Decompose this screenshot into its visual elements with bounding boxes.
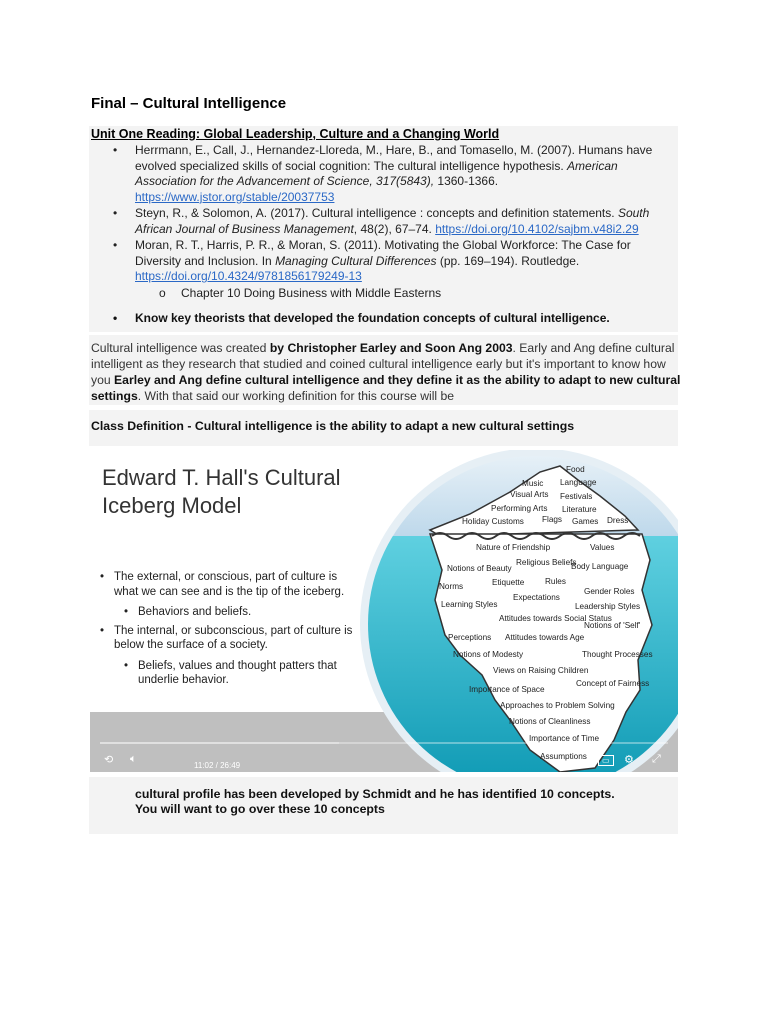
bullet-icon: • [113,311,118,325]
unit-heading: Unit One Reading: Global Leadership, Culture and a Changing World [91,127,500,141]
volume-icon[interactable]: 🔈︎ [130,753,137,765]
iceberg-label-visible: Holiday Customs [462,517,524,526]
iceberg-label-hidden: Body Language [571,562,629,571]
sub-list-item [91,286,676,302]
iceberg-label-hidden: Gender Roles [584,587,635,596]
iceberg-label-hidden: Importance of Time [529,734,600,743]
reference-book: Managing Cultural Differences [275,253,437,268]
iceberg-label-visible: Dress [607,516,629,525]
reference-item [91,143,676,205]
iceberg-label-hidden: Notions of Beauty [447,564,512,573]
slide-title-line: Edward T. Hall's Cultural [102,465,341,490]
iceberg-label-hidden: Leadership Styles [575,602,641,611]
iceberg-label-hidden: Religious Beliefs [516,558,577,567]
reference-list [91,143,676,301]
iceberg-label-hidden: Rules [545,577,566,586]
time-display: 11:02 / 26:49 [194,761,241,770]
key-point-text: Know key theorists that developed the foundation concepts of cultural intelligence. [135,311,610,325]
bullet-icon: • [113,206,118,220]
slide-bullet: • The internal, or subconscious, part of culture is below the surface of a society. [100,624,360,653]
closing-line: You will want to go over these 10 concepts [135,802,385,816]
reference-text: Moran, R. T., Harris, P. R., & Moran, S. (2011). Motivating the Global Workforce: The Case for Diversity and Inclusion. In [135,238,631,268]
iceberg-label-hidden: Nature of Friendship [476,543,551,552]
replay-icon[interactable]: ⟲ [104,754,114,766]
reference-pages: 1360-1366. [434,174,499,188]
sub-item-text: Chapter 10 Doing Business with Middle Easterns [181,285,442,300]
reference-text: Steyn, R., & Solomon, A. (2017). Cultural intelligence : concepts and definition statements. [135,206,618,220]
gear-icon[interactable]: ⚙ [624,754,634,766]
class-definition: Class Definition - Cultural intelligence is the ability to adapt a new cultural settings [91,419,575,433]
iceberg-label-visible: Flags [542,515,563,524]
iceberg-label-hidden: Assumptions [540,752,587,761]
iceberg-label-hidden: Notions of Modesty [453,650,524,659]
iceberg-label-visible: Visual Arts [510,490,549,499]
paragraph-bold: by Christopher Earley and Soon Ang 2003 [269,341,513,355]
progress-bar[interactable] [100,742,668,744]
reference-item [91,238,676,285]
paragraph-text: . Early and Ang define cultural intelligent as they research that studied and coined cultural intelligence early but it's important to know how you [91,341,675,387]
slide-bullet: • The external, or conscious, part of culture is what we can see and is the tip of the iceberg. [100,570,360,599]
iceberg-diagram [90,450,678,772]
reference-pages: (pp. 169–194). Routledge. [436,253,580,268]
body-paragraph [91,340,681,404]
reference-pages: , 48(2), 67–74. [353,221,436,236]
iceberg-label-hidden: Norms [439,582,464,591]
reference-journal: American Association for the Advancement of Science, 317(5843), [135,158,618,188]
iceberg-label-hidden: Expectations [513,593,560,602]
slide-title-line: Iceberg Model [102,493,242,518]
iceberg-label-hidden: Views on Raising Children [493,666,589,675]
iceberg-label-hidden: Thought Processes [582,650,653,659]
fullscreen-icon[interactable]: ⤢ [652,753,661,765]
closing-line: cultural profile has been developed by Schmidt and he has identified 10 concepts. [135,787,615,801]
slide-sub-bullet: • Behaviors and beliefs. [100,605,360,620]
bullet-icon: • [113,143,118,157]
iceberg-label-hidden: Notions of 'Self' [584,621,641,630]
paragraph-text: Cultural intelligence was created [91,341,270,355]
iceberg-label-visible: Games [572,517,599,526]
iceberg-label-hidden: Attitudes towards Age [505,633,585,642]
iceberg-label-hidden: Importance of Space [469,685,545,694]
iceberg-label-hidden: Etiquette [492,578,525,587]
iceberg-label-visible: Performing Arts [491,504,548,513]
iceberg-label-hidden: Notions of Cleanliness [509,717,591,726]
reference-text: Herrmann, E., Call, J., Hernandez-Lloreda, M., Hare, B., and Tomasello, M. (2007). Humans have evolved specialized skills of social cognition: The cultural intelligence hypothesis. [135,143,653,173]
paragraph-bold: Earley and Ang define cultural intelligence and they define it as the ability to adapt to new cultural settings [91,373,681,403]
reference-journal: South African Journal of Business Management [135,206,650,236]
paragraph-text: . With that said our working definition for this course will be [137,389,455,403]
reference-link[interactable]: https://www.jstor.org/stable/20037753 [135,189,335,204]
iceberg-label-visible: Literature [562,505,597,514]
iceberg-label-hidden: Learning Styles [441,600,498,609]
slide-sub-bullet: • Beliefs, values and thought patters that underlie behavior. [100,659,360,688]
progress-bar-fill [100,742,339,744]
captions-icon[interactable]: ▭ [598,755,614,766]
iceberg-label-hidden: Approaches to Problem Solving [500,701,615,710]
iceberg-label-visible: Music [522,479,544,488]
iceberg-label-hidden: Attitudes towards Social Status [499,614,612,623]
reference-link[interactable]: https://doi.org/10.4102/sajbm.v48i2.29 [435,221,639,236]
iceberg-label-visible: Festivals [560,492,593,501]
circle-bullet-icon: o [159,285,166,300]
closing-paragraph [135,787,675,817]
iceberg-label-hidden: Perceptions [448,633,492,642]
key-point [91,311,610,325]
bullet-icon: • [113,238,118,252]
reference-link[interactable]: https://doi.org/10.4324/9781856179249-13 [135,269,362,283]
iceberg-label-hidden: Values [590,543,615,552]
reference-item [91,206,676,237]
iceberg-label-visible: Language [560,478,597,487]
iceberg-label-hidden: Concept of Fairness [576,679,650,688]
video-player[interactable] [90,450,678,772]
iceberg-label-visible: Food [566,465,585,474]
document-title: Final – Cultural Intelligence [91,95,287,112]
